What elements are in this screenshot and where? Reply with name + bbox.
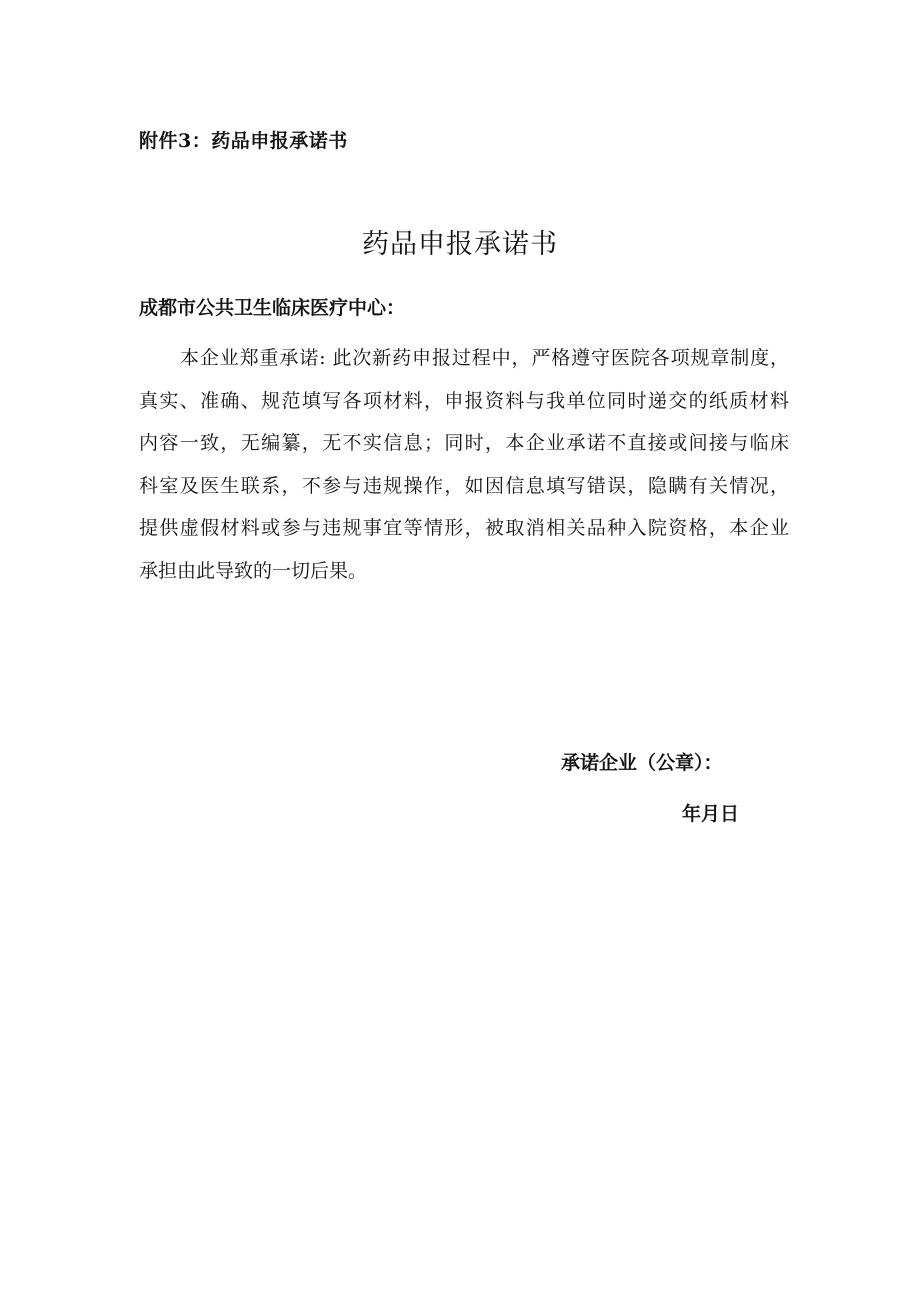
body-line: 承担由此导致的一切后果。 (139, 559, 368, 582)
signature-label: 承诺企业（公章）： (561, 752, 723, 774)
attachment-heading: 附件3：药品申报承诺书 (139, 130, 348, 152)
body-line: 科室及医生联系，不参与违规操作，如因信息填写错误，隐瞒有关情况， (139, 474, 789, 497)
body-line: 内容一致，无编纂，无不实信息；同时，本企业承诺不直接或间接与临床 (139, 432, 789, 455)
body-line: 本企业郑重承诺: 此次新药申报过程中，严格遵守医院各项规章制度， (180, 347, 789, 369)
body-line: 提供虚假材料或参与违规事宜等情形，被取消相关品种入院资格，本企业 (139, 517, 789, 540)
commitment-body (139, 337, 789, 593)
addressee-line: 成都市公共卫生临床医疗中心： (139, 297, 406, 319)
date-label: 年月日 (682, 803, 740, 825)
document-title: 药品申报承诺书 (362, 229, 558, 260)
body-line: 真实、准确、规范填写各项材料，申报资料与我单位同时递交的纸质材料 (139, 389, 789, 412)
